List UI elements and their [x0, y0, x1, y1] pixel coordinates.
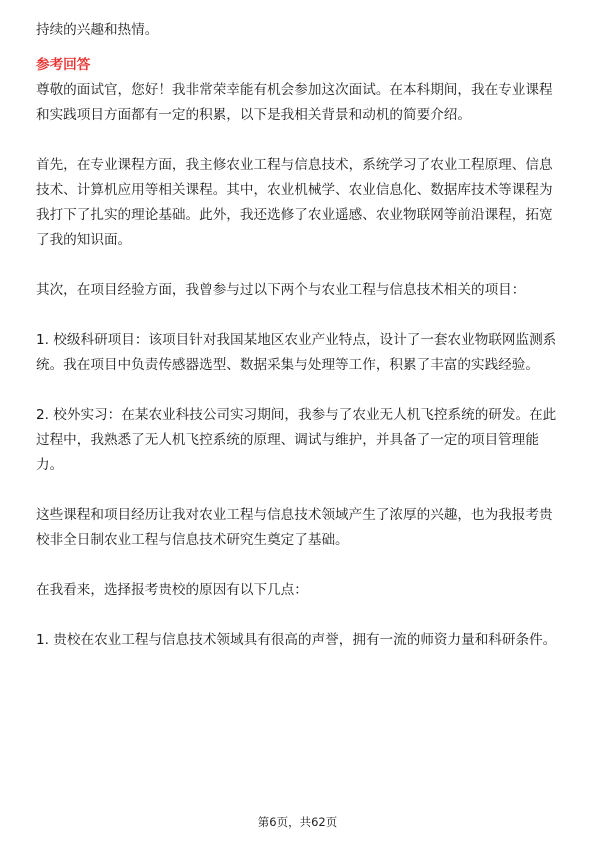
- paragraph: 尊敬的面试官，您好！我非常荣幸能有机会参加这次面试。在本科期间，我在专业课程和实践项目方面都有一定的积累，以下是我相关背景和动机的简要介绍。: [36, 82, 553, 123]
- section-heading: 参考回答: [36, 57, 91, 73]
- paragraph: 其次，在项目经验方面，我曾参与过以下两个与农业工程与信息技术相关的项目：: [36, 282, 526, 298]
- paragraph: 在我看来，选择报考贵校的原因有以下几点：: [36, 582, 308, 598]
- paragraph-gap: [36, 553, 564, 578]
- page-number: 第6页，共62页: [257, 815, 338, 829]
- paragraph-gap: [36, 603, 564, 628]
- paragraph: 1. 贵校在农业工程与信息技术领域具有很高的声誉，拥有一流的师资力量和科研条件。: [36, 632, 557, 648]
- paragraph: 首先，在专业课程方面，我主修农业工程与信息技术，系统学习了农业工程原理、信息技术、计算机应用等相关课程。其中，农业机械学、农业信息化、数据库技术等课程为我打下了扎实的理论基础。此外，我还选修了农业遥感、农业物联网等前沿课程，拓宽了我的知识面。: [36, 157, 553, 248]
- paragraph-gap: [36, 478, 564, 503]
- intro-line: 持续的兴趣和热情。: [36, 22, 159, 38]
- paragraph: 2. 校外实习：在某农业科技公司实习期间，我参与了农业无人机飞控系统的研发。在此过程中，我熟悉了无人机飞控系统的原理、调试与维护，并具备了一定的项目管理能力。: [36, 407, 557, 473]
- document-body: [36, 18, 564, 653]
- paragraph-gap: [36, 253, 564, 278]
- paragraph-gap: [36, 303, 564, 328]
- paragraph-gap: [36, 378, 564, 403]
- paragraph: 这些课程和项目经历让我对农业工程与信息技术领域产生了浓厚的兴趣，也为我报考贵校非全日制农业工程与信息技术研究生奠定了基础。: [36, 507, 553, 548]
- paragraph: 1. 校级科研项目：该项目针对我国某地区农业产业特点，设计了一套农业物联网监测系统。我在项目中负责传感器选型、数据采集与处理等工作，积累了丰富的实践经验。: [36, 332, 557, 373]
- paragraph-gap: [36, 128, 564, 153]
